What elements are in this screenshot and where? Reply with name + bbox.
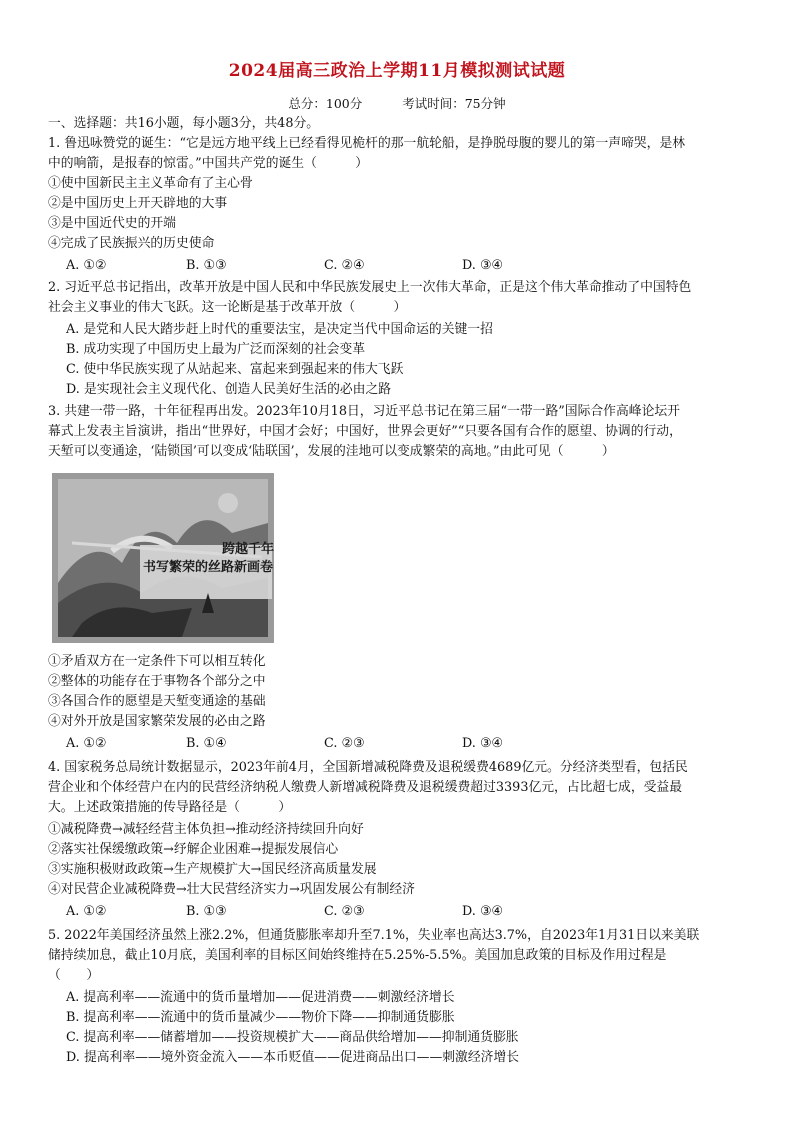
q1-item-4: ④完成了民族振兴的历史使命 bbox=[48, 236, 215, 251]
q4-option-a: A. ①② bbox=[66, 904, 107, 919]
q2-option-a: A. 是党和人民大踏步赶上时代的重要法宝，是决定当代中国命运的关键一招 bbox=[66, 322, 493, 337]
q1-item-2: ②是中国历史上开天辟地的大事 bbox=[48, 196, 228, 211]
q1-stem-line1: 1. 鲁迅咏赞党的诞生：“它是远方地平线上已经看得见桅杆的那一航轮船，是挣脱母腹的婴儿的第一声啼哭，是林 bbox=[48, 136, 686, 151]
q3-item-2: ②整体的功能存在于事物各个部分之中 bbox=[48, 674, 266, 689]
q1-option-c: C. ②④ bbox=[324, 258, 365, 273]
q4-item-2: ②落实社保缓缴政策→纾解企业困难→提振发展信心 bbox=[48, 842, 339, 857]
q5-option-c: C. 提高利率——储蓄增加——投资规模扩大——商品供给增加——抑制通货膨胀 bbox=[66, 1030, 519, 1045]
q5-stem-line1: 5. 2022年美国经济虽然上涨2.2%，但通货膨胀率却升至7.1%，失业率也高达3.7%，自2023年1月31日以来美联 bbox=[48, 928, 700, 943]
q4-stem-line1: 4. 国家税务总局统计数据显示，2023年前4月，全国新增减税降费及退税缓费4689亿元。分经济类型看，包括民 bbox=[48, 760, 688, 775]
exam-time: 考试时间：75分钟 bbox=[402, 96, 506, 111]
q3-item-1: ①矛盾双方在一定条件下可以相互转化 bbox=[48, 654, 266, 669]
q3-option-d: D. ③④ bbox=[462, 736, 503, 751]
q4-item-3: ③实施积极财政政策→生产规模扩大→国民经济高质量发展 bbox=[48, 862, 377, 877]
q4-option-c: C. ②③ bbox=[324, 904, 365, 919]
q5-option-d: D. 提高利率——境外资金流入——本币贬值——促进商品出口——刺激经济增长 bbox=[66, 1050, 520, 1065]
q5-option-a: A. 提高利率——流通中的货币量增加——促进消费——刺激经济增长 bbox=[66, 990, 455, 1005]
q1-item-3: ③是中国近代史的开端 bbox=[48, 216, 176, 231]
q1-stem-line2: 中的响箭，是报春的惊雷。”中国共产党的诞生（ ） bbox=[48, 156, 369, 171]
q4-options bbox=[66, 904, 726, 924]
q3-option-b: B. ①④ bbox=[186, 736, 227, 751]
q4-item-1: ①减税降费→减轻经营主体负担→推动经济持续回升向好 bbox=[48, 822, 364, 837]
q3-item-4: ④对外开放是国家繁荣发展的必由之路 bbox=[48, 714, 266, 729]
q1-option-a: A. ①② bbox=[66, 258, 107, 273]
q4-item-4: ④对民营企业减税降费→壮大民营经济实力→巩固发展公有制经济 bbox=[48, 882, 415, 897]
illustration-caption bbox=[138, 541, 278, 577]
q1-option-d: D. ③④ bbox=[462, 258, 503, 273]
q5-stem-line2: 储持续加息，截止10月底，美国利率的目标区间始终维持在5.25%-5.5%。美国加息政策的目标及作用过程是 bbox=[48, 948, 667, 963]
q3-option-a: A. ①② bbox=[66, 736, 107, 751]
q3-stem-line2: 幕式上发表主旨演讲，指出“世界好，中国才会好；中国好，世界会更好”“只要各国有合作的愿望、协调的行动， bbox=[48, 424, 682, 439]
exam-info bbox=[0, 94, 794, 112]
q4-option-b: B. ①③ bbox=[186, 904, 227, 919]
page-title: 2024届高三政治上学期11月模拟测试试题 bbox=[228, 61, 566, 81]
q4-stem-line3: 大。上述政策措施的传导路径是（ ） bbox=[48, 800, 292, 815]
q5-stem-line3: （ ） bbox=[48, 968, 100, 983]
caption-line1: 跨越千年 bbox=[221, 542, 274, 557]
q1-option-b: B. ①③ bbox=[186, 258, 227, 273]
q3-option-c: C. ②③ bbox=[324, 736, 365, 751]
q2-option-b: B. 成功实现了中国历史上最为广泛而深刻的社会变革 bbox=[66, 342, 366, 357]
q3-stem-line3: 天堑可以变通途，‘陆锁国’可以变成‘陆联国’，发展的洼地可以变成繁荣的高地。”由此可见（ ） bbox=[48, 444, 615, 459]
q1-options bbox=[66, 258, 726, 278]
q2-stem-line2: 社会主义事业的伟大飞跃。这一论断是基于改革开放（ ） bbox=[48, 300, 407, 315]
q3-options bbox=[66, 736, 726, 756]
caption-line2: 书写繁荣的丝路新画卷 bbox=[142, 560, 273, 575]
q5-option-b: B. 提高利率——流通中的货币量减少——物价下降——抑制通货膨胀 bbox=[66, 1010, 455, 1025]
q1-item-1: ①使中国新民主主义革命有了主心骨 bbox=[48, 176, 253, 191]
q4-stem-line2: 营企业和个体经营户在内的民营经济纳税人缴费人新增减税降费及退税缓费超过3393亿元，占比超七成，受益最 bbox=[48, 780, 683, 795]
q3-item-3: ③各国合作的愿望是天堑变通途的基础 bbox=[48, 694, 266, 709]
q2-stem-line1: 2. 习近平总书记指出，改革开放是中国人民和中华民族发展史上一次伟大革命，正是这个伟大革命推动了中国特色 bbox=[48, 280, 692, 295]
q2-option-d: D. 是实现社会主义现代化、创造人民美好生活的必由之路 bbox=[66, 382, 392, 397]
q3-stem-line1: 3. 共建一带一路，十年征程再出发。2023年10月18日，习近平总书记在第三届“一带一路”国际合作高峰论坛开 bbox=[48, 404, 680, 419]
total-score: 总分：100分 bbox=[288, 96, 363, 111]
section-heading: 一、选择题：共16小题，每小题3分，共48分。 bbox=[48, 116, 320, 131]
q4-option-d: D. ③④ bbox=[462, 904, 503, 919]
q2-option-c: C. 使中华民族实现了从站起来、富起来到强起来的伟大飞跃 bbox=[66, 362, 404, 377]
